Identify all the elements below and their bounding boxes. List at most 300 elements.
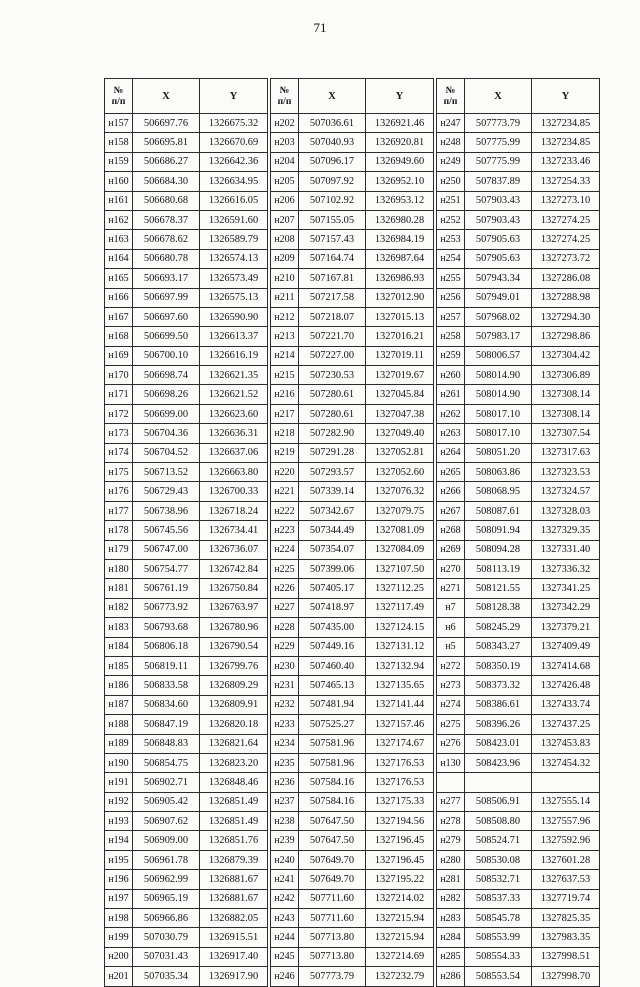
x-coordinate-cell: 507405.17 [299,579,366,598]
point-number-cell: н262 [437,404,465,423]
table-row [271,521,434,540]
y-coordinate-cell: 1327195.22 [366,870,434,889]
x-coordinate-cell: 508532.71 [465,870,532,889]
table-row [105,909,268,928]
point-number-cell: н215 [271,366,299,385]
x-coordinate-cell: 506678.62 [133,230,200,249]
point-number-cell: н281 [437,870,465,889]
table-row [271,443,434,462]
table-row [271,676,434,695]
point-number-cell: н265 [437,463,465,482]
point-number-cell: н275 [437,715,465,734]
table-row [437,676,600,695]
point-number-cell: н210 [271,269,299,288]
table-row [437,656,600,675]
y-coordinate-cell: 1327637.53 [532,870,600,889]
y-coordinate-cell: 1326809.29 [200,676,268,695]
table-row [105,889,268,908]
x-coordinate-cell: 507339.14 [299,482,366,501]
y-coordinate-cell: 1327079.75 [366,501,434,520]
x-coordinate-cell: 508423.96 [465,753,532,772]
table-row [271,424,434,443]
table-row [437,715,600,734]
y-coordinate-cell: 1326589.79 [200,230,268,249]
table-row [271,579,434,598]
table-row [105,327,268,346]
point-number-cell: н272 [437,656,465,675]
point-number-cell: н216 [271,385,299,404]
y-coordinate-cell: 1327294.30 [532,307,600,326]
point-number-header: № п/п [271,79,299,114]
y-coordinate-cell: 1326637.06 [200,443,268,462]
y-coordinate-cell: 1327323.53 [532,463,600,482]
table-row [271,346,434,365]
point-number-cell: н172 [105,404,133,423]
y-coordinate-cell: 1326986.93 [366,269,434,288]
y-coordinate-cell: 1326590.90 [200,307,268,326]
table-row [271,656,434,675]
table-row [271,618,434,637]
x-coordinate-cell: 507584.16 [299,773,366,792]
y-coordinate-cell: 1326718.24 [200,501,268,520]
x-coordinate-cell: 507837.89 [465,172,532,191]
x-coordinate-cell [465,773,532,792]
table-row [105,676,268,695]
point-number-cell: н130 [437,753,465,772]
point-number-cell: н274 [437,695,465,714]
point-number-cell: н174 [105,443,133,462]
table-row [105,210,268,229]
point-number-cell: н240 [271,850,299,869]
y-coordinate-cell: 1327234.85 [532,133,600,152]
table-row [437,133,600,152]
x-coordinate-cell: 507460.40 [299,656,366,675]
x-coordinate-cell: 506965.19 [133,889,200,908]
point-number-cell: н202 [271,114,299,133]
x-coordinate-cell: 507903.43 [465,191,532,210]
table-row [271,327,434,346]
y-coordinate-cell: 1326881.67 [200,870,268,889]
point-number-cell: н282 [437,889,465,908]
x-coordinate-cell: 507035.34 [133,967,200,986]
table-row [437,269,600,288]
point-number-cell: н213 [271,327,299,346]
point-number-cell: н196 [105,870,133,889]
y-coordinate-cell: 1327379.21 [532,618,600,637]
x-coordinate-cell: 507227.00 [299,346,366,365]
point-number-cell: н222 [271,501,299,520]
y-coordinate-cell: 1327341.25 [532,579,600,598]
x-coordinate-cell: 507031.43 [133,947,200,966]
x-coordinate-cell: 507293.57 [299,463,366,482]
x-coordinate-cell: 507036.61 [299,114,366,133]
point-number-cell: н161 [105,191,133,210]
x-coordinate-cell: 506699.50 [133,327,200,346]
table-row [105,424,268,443]
y-coordinate-cell: 1327052.81 [366,443,434,462]
x-coordinate-cell: 506819.11 [133,656,200,675]
y-coordinate-cell: 1327324.57 [532,482,600,501]
y-coordinate-cell: 1327454.32 [532,753,600,772]
table-row [105,715,268,734]
y-coordinate-cell: 1326616.05 [200,191,268,210]
y-coordinate-cell: 1326915.51 [200,928,268,947]
table-row [271,967,434,986]
table-row [437,191,600,210]
y-column-header: Y [200,79,268,114]
x-coordinate-cell: 508554.33 [465,947,532,966]
y-coordinate-cell: 1326613.37 [200,327,268,346]
x-coordinate-cell: 507713.80 [299,947,366,966]
x-coordinate-cell: 507649.70 [299,850,366,869]
x-coordinate-cell: 508094.28 [465,540,532,559]
y-column-header: Y [532,79,600,114]
y-coordinate-cell: 1327825.35 [532,909,600,928]
table-row [437,579,600,598]
y-coordinate-cell: 1327414.68 [532,656,600,675]
y-coordinate-cell: 1327081.09 [366,521,434,540]
point-number-cell: н283 [437,909,465,928]
y-coordinate-cell: 1326636.31 [200,424,268,443]
table-row [437,947,600,966]
y-coordinate-cell: 1327117.49 [366,598,434,617]
point-number-cell: н195 [105,850,133,869]
y-coordinate-cell: 1326851.49 [200,812,268,831]
point-number-cell: н164 [105,249,133,268]
point-number-cell: н184 [105,637,133,656]
x-coordinate-cell: 507217.58 [299,288,366,307]
point-number-cell: н236 [271,773,299,792]
x-coordinate-cell: 506806.18 [133,637,200,656]
table-row [105,734,268,753]
table-row [105,346,268,365]
table-row [271,404,434,423]
x-coordinate-cell: 507983.17 [465,327,532,346]
x-coordinate-cell: 506680.78 [133,249,200,268]
x-coordinate-cell: 508245.29 [465,618,532,637]
x-coordinate-cell: 506754.77 [133,559,200,578]
point-number-cell: н235 [271,753,299,772]
table-row [271,889,434,908]
point-number-cell: н175 [105,463,133,482]
x-coordinate-cell: 507775.99 [465,152,532,171]
x-column-header: X [299,79,366,114]
y-coordinate-cell: 1327175.33 [366,792,434,811]
y-coordinate-cell: 1326574.13 [200,249,268,268]
x-coordinate-cell: 507030.79 [133,928,200,947]
x-coordinate-cell: 507647.50 [299,812,366,831]
x-coordinate-cell: 508051.20 [465,443,532,462]
point-number-cell: н200 [105,947,133,966]
y-coordinate-cell: 1327135.65 [366,676,434,695]
y-coordinate-cell: 1327176.53 [366,773,434,792]
table-row [105,773,268,792]
x-coordinate-cell: 508017.10 [465,404,532,423]
x-coordinate-cell: 507040.93 [299,133,366,152]
table-row [105,947,268,966]
x-coordinate-cell: 506907.62 [133,812,200,831]
x-coordinate-cell: 506962.99 [133,870,200,889]
point-number-cell: н242 [271,889,299,908]
x-coordinate-cell: 508524.71 [465,831,532,850]
x-coordinate-cell: 507157.43 [299,230,366,249]
coordinates-table-2 [270,78,434,987]
point-number-cell: н251 [437,191,465,210]
table-row [437,404,600,423]
table-row [437,831,600,850]
table-row [271,249,434,268]
table-row [437,540,600,559]
y-coordinate-cell: 1326851.49 [200,792,268,811]
x-coordinate-cell: 508014.90 [465,366,532,385]
y-coordinate-cell: 1327124.15 [366,618,434,637]
y-coordinate-cell: 1326642.36 [200,152,268,171]
point-number-cell: н284 [437,928,465,947]
point-number-cell: н208 [271,230,299,249]
y-coordinate-cell: 1327234.85 [532,114,600,133]
x-coordinate-cell: 508553.99 [465,928,532,947]
point-number-cell: н7 [437,598,465,617]
x-coordinate-cell: 507949.01 [465,288,532,307]
page-number: 71 [313,20,327,35]
x-coordinate-cell: 506695.81 [133,133,200,152]
point-number-cell: н230 [271,656,299,675]
x-coordinate-cell: 506684.30 [133,172,200,191]
x-coordinate-cell: 508553.54 [465,967,532,986]
y-coordinate-cell: 1326953.12 [366,191,434,210]
point-number-cell: н223 [271,521,299,540]
x-coordinate-cell: 508350.19 [465,656,532,675]
point-number-cell: н170 [105,366,133,385]
y-coordinate-cell: 1327232.79 [366,967,434,986]
y-coordinate-cell: 1327196.45 [366,831,434,850]
point-number-cell: н218 [271,424,299,443]
x-coordinate-cell: 507102.92 [299,191,366,210]
x-coordinate-cell: 506698.74 [133,366,200,385]
x-coordinate-cell: 508545.78 [465,909,532,928]
x-coordinate-cell: 507218.07 [299,307,366,326]
x-coordinate-cell: 506833.58 [133,676,200,695]
table-row [437,114,600,133]
x-coordinate-cell: 507968.02 [465,307,532,326]
x-coordinate-cell: 506961.78 [133,850,200,869]
table-row [271,947,434,966]
table-row [271,734,434,753]
table-row [105,812,268,831]
y-coordinate-cell: 1327304.42 [532,346,600,365]
y-coordinate-cell: 1327052.60 [366,463,434,482]
table-row [271,792,434,811]
table-row [437,598,600,617]
y-coordinate-cell: 1327453.83 [532,734,600,753]
point-number-cell: н234 [271,734,299,753]
x-coordinate-cell: 507449.16 [299,637,366,656]
point-number-cell: н245 [271,947,299,966]
y-coordinate-cell: 1326634.95 [200,172,268,191]
y-coordinate-cell: 1327288.98 [532,288,600,307]
table-row [271,909,434,928]
point-number-cell: н229 [271,637,299,656]
table-row [271,540,434,559]
table-row [271,812,434,831]
x-coordinate-cell: 508423.01 [465,734,532,753]
table-row [437,307,600,326]
y-coordinate-cell: 1326573.49 [200,269,268,288]
y-coordinate-cell: 1327426.48 [532,676,600,695]
table-row [271,482,434,501]
table-row [437,734,600,753]
point-number-cell: н270 [437,559,465,578]
x-coordinate-cell: 506729.43 [133,482,200,501]
point-number-cell: н233 [271,715,299,734]
y-coordinate-cell: 1327047.38 [366,404,434,423]
point-number-cell: н277 [437,792,465,811]
y-coordinate-cell: 1327308.14 [532,385,600,404]
x-coordinate-cell: 507713.80 [299,928,366,947]
y-coordinate-cell: 1326879.39 [200,850,268,869]
x-coordinate-cell: 507354.07 [299,540,366,559]
x-coordinate-cell: 507097.92 [299,172,366,191]
table-row [105,967,268,986]
table-row [271,366,434,385]
y-coordinate-cell: 1326591.60 [200,210,268,229]
point-number-cell: н220 [271,463,299,482]
y-column-header: Y [366,79,434,114]
x-coordinate-cell: 507342.67 [299,501,366,520]
point-number-cell: н271 [437,579,465,598]
table-row [437,482,600,501]
x-coordinate-cell: 507649.70 [299,870,366,889]
point-number-cell: н226 [271,579,299,598]
point-number-cell: н6 [437,618,465,637]
y-coordinate-cell: 1326984.19 [366,230,434,249]
point-number-cell: н237 [271,792,299,811]
table-row [271,850,434,869]
x-coordinate-cell: 507291.28 [299,443,366,462]
x-coordinate-cell: 506747.00 [133,540,200,559]
table-row [105,307,268,326]
y-coordinate-cell: 1326700.33 [200,482,268,501]
y-coordinate-cell: 1326734.41 [200,521,268,540]
point-number-cell: н206 [271,191,299,210]
point-number-cell: н256 [437,288,465,307]
x-coordinate-cell: 507096.17 [299,152,366,171]
y-coordinate-cell: 1327131.12 [366,637,434,656]
y-coordinate-cell: 1326750.84 [200,579,268,598]
point-number-cell [437,773,465,792]
x-coordinate-cell: 507943.34 [465,269,532,288]
y-coordinate-cell: 1326851.76 [200,831,268,850]
point-number-cell: н268 [437,521,465,540]
y-coordinate-cell: 1326663.80 [200,463,268,482]
y-coordinate-cell: 1326616.19 [200,346,268,365]
y-coordinate-cell: 1327045.84 [366,385,434,404]
x-coordinate-cell: 507230.53 [299,366,366,385]
y-coordinate-cell: 1326987.64 [366,249,434,268]
point-number-cell: н199 [105,928,133,947]
point-number-cell: н157 [105,114,133,133]
table-row [105,521,268,540]
x-column-header: X [133,79,200,114]
x-coordinate-cell: 506697.99 [133,288,200,307]
point-number-cell: н250 [437,172,465,191]
point-number-cell: н171 [105,385,133,404]
x-coordinate-cell: 507164.74 [299,249,366,268]
point-number-cell: н188 [105,715,133,734]
point-number-cell: н211 [271,288,299,307]
table-row [437,773,600,792]
table-row [105,656,268,675]
point-number-cell: н187 [105,695,133,714]
table-row [271,210,434,229]
table-row [105,501,268,520]
y-coordinate-cell: 1326809.91 [200,695,268,714]
table-row [105,288,268,307]
point-number-cell: н193 [105,812,133,831]
x-coordinate-cell: 508113.19 [465,559,532,578]
table-row [105,249,268,268]
y-coordinate-cell: 1326980.28 [366,210,434,229]
y-coordinate-cell: 1327214.02 [366,889,434,908]
x-coordinate-cell: 507905.63 [465,230,532,249]
y-coordinate-cell: 1327998.51 [532,947,600,966]
y-coordinate-cell: 1327157.46 [366,715,434,734]
point-number-cell: н266 [437,482,465,501]
x-coordinate-cell: 507167.81 [299,269,366,288]
table-row [105,463,268,482]
x-coordinate-cell: 508537.33 [465,889,532,908]
x-coordinate-cell: 507280.61 [299,404,366,423]
table-row [105,404,268,423]
point-number-cell: н198 [105,909,133,928]
table-row [437,230,600,249]
point-number-cell: н258 [437,327,465,346]
table-row [437,521,600,540]
y-coordinate-cell: 1327015.13 [366,307,434,326]
x-coordinate-cell: 506834.60 [133,695,200,714]
table-row [271,152,434,171]
y-coordinate-cell: 1326675.32 [200,114,268,133]
y-coordinate-cell: 1327437.25 [532,715,600,734]
coordinates-table-3 [436,78,600,987]
x-coordinate-cell: 507525.27 [299,715,366,734]
table-row [105,695,268,714]
point-number-cell: н232 [271,695,299,714]
table-row [105,482,268,501]
y-coordinate-cell: 1327214.69 [366,947,434,966]
x-coordinate-cell: 506700.10 [133,346,200,365]
point-number-cell: н264 [437,443,465,462]
point-number-cell: н185 [105,656,133,675]
point-number-cell: н186 [105,676,133,695]
x-coordinate-cell: 507280.61 [299,385,366,404]
coordinates-table-1 [104,78,268,987]
point-number-cell: н212 [271,307,299,326]
x-coordinate-cell: 508506.91 [465,792,532,811]
table-row [271,114,434,133]
y-coordinate-cell: 1327196.45 [366,850,434,869]
y-coordinate-cell: 1327215.94 [366,928,434,947]
y-coordinate-cell: 1327308.14 [532,404,600,423]
y-coordinate-cell: 1327112.25 [366,579,434,598]
point-number-cell: н239 [271,831,299,850]
x-coordinate-cell: 507399.06 [299,559,366,578]
x-coordinate-cell: 508087.61 [465,501,532,520]
table-row [437,850,600,869]
y-coordinate-cell: 1327107.50 [366,559,434,578]
y-coordinate-cell: 1327233.46 [532,152,600,171]
y-coordinate-cell: 1326780.96 [200,618,268,637]
